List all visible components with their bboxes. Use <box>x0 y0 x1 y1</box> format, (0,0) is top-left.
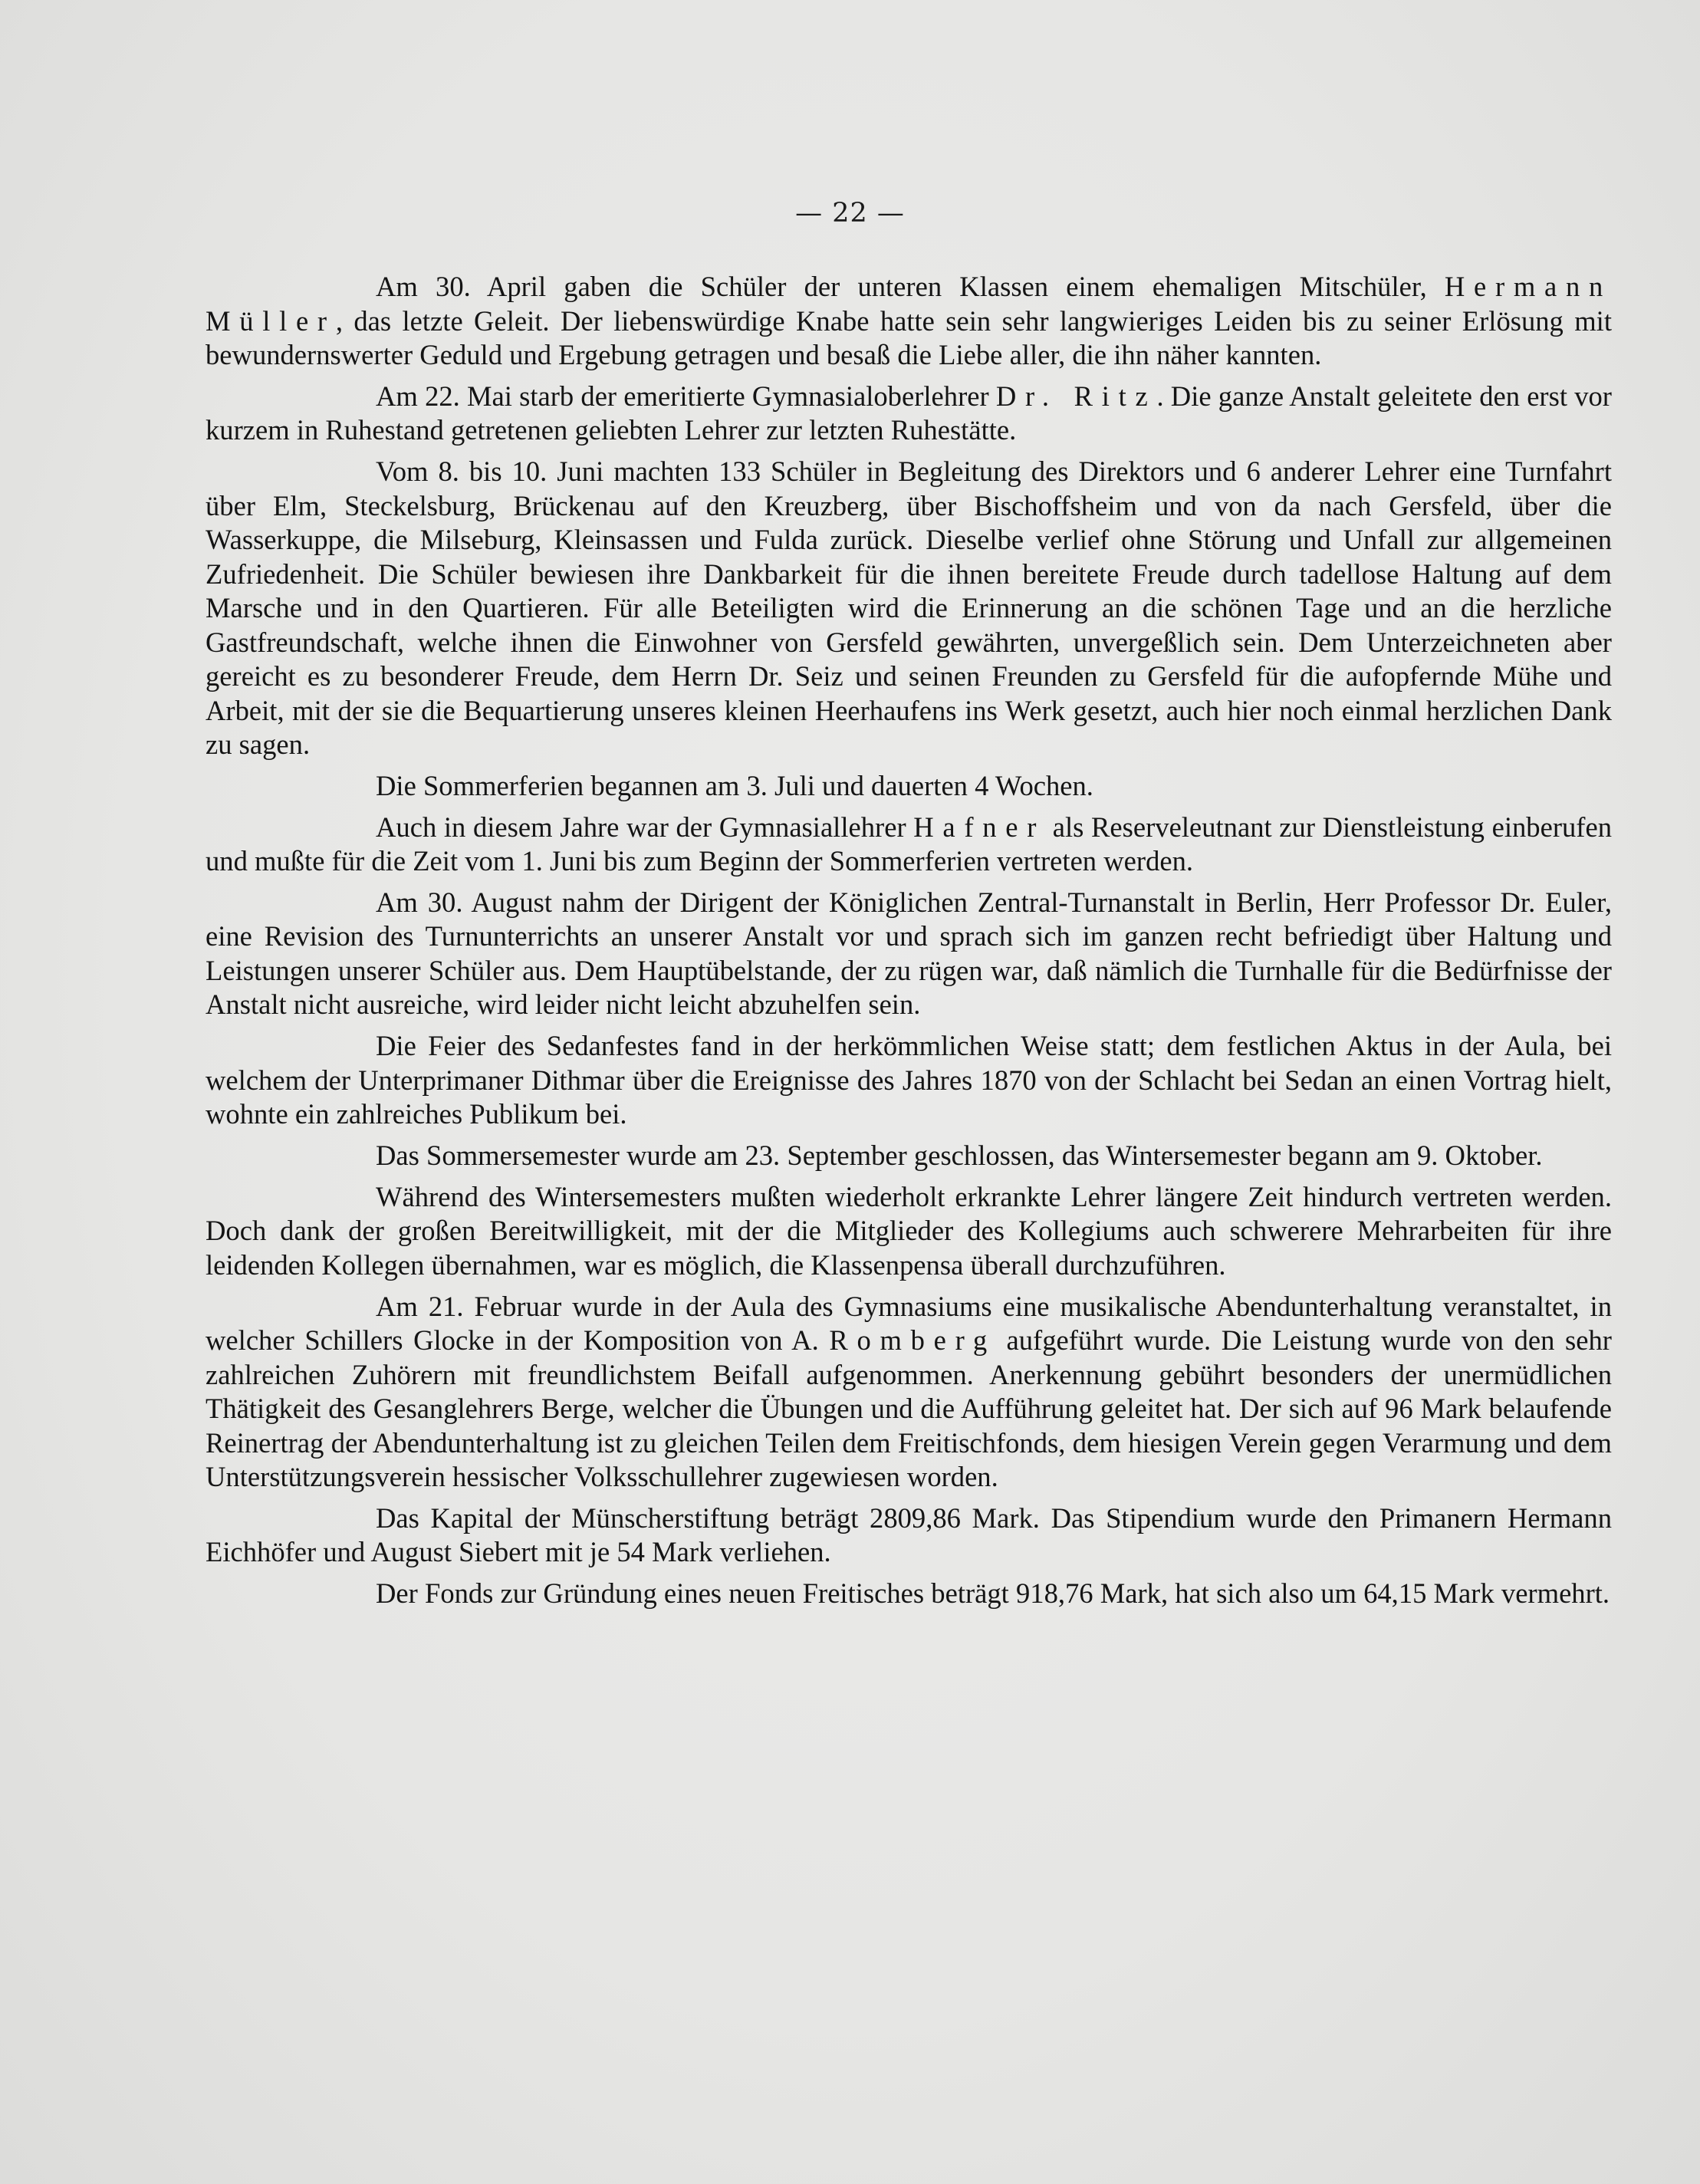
text-run: , das letzte Geleit. Der liebenswürdige Knabe hatte sein sehr langwieriges Leiden bis zu seiner Erlösung mit bewundernswerter Geduld und Ergebung getragen und besaß die Liebe aller, die ihn näher kannten. <box>206 304 1612 370</box>
paragraph <box>206 811 1612 879</box>
text-run: Auch in diesem Jahre war der Gymnasiallehrer <box>376 811 914 843</box>
body-text <box>206 270 1612 1611</box>
text-run: Die Sommerferien begannen am 3. Juli und dauerten 4 Wochen. <box>376 769 1093 801</box>
paragraph <box>206 1502 1612 1570</box>
text-run: Am 22. Mai starb der emeritierte Gymnasialoberlehrer <box>376 380 996 412</box>
paragraph <box>206 886 1612 1022</box>
paragraph <box>206 1577 1612 1611</box>
text-run: Die Feier des Sedanfestes fand in der herkömmlichen Weise statt; dem festlichen Aktus in der Aula, bei welchem der Unterprimaner Dithmar über die Ereignisse des Jahres 1870 von der Schlacht bei Sedan an einen Vortrag hielt, wohnte ein zahlreiches Publikum bei. <box>206 1030 1612 1130</box>
spaced-name: Romberg <box>829 1324 996 1357</box>
text-run: Der Fonds zur Gründung eines neuen Freitisches beträgt 918,76 Mark, hat sich also um 64,15 Mark vermehrt. <box>376 1577 1610 1610</box>
text-run: Vom 8. bis 10. Juni machten 133 Schüler in Begleitung des Direktors und 6 anderer Lehrer eine Turnfahrt über Elm, Steckelsburg, Brückenau auf den Kreuzberg, über Bischoffsheim und von da nach Gersfeld, über die Wasserkuppe, die Milseburg, Kleinsassen und Fulda zurück. Dieselbe verlief ohne Störung und Unfall zur allgemeinen Zufriedenheit. Die Schüler bewiesen ihre Dankbarkeit für die ihnen bereitete Freude durch tadellose Haltung auf dem Marsche und in den Quartieren. Für alle Beteiligten wird die Erinnerung an die schönen Tage und an die herzliche Gastfreundschaft, welche ihnen die Einwohner von Gersfeld gewährten, unvergeßlich sein. Dem Unterzeichneten aber gereicht es zu besonderer Freude, dem Herrn Dr. Seiz und seinen Freunden zu Gersfeld für die aufopfernde Mühe und Arbeit, mit der sie die Bequartierung unseres kleinen Heerhaufens ins Werk gesetzt, auch hier noch einmal herzlichen Dank zu sagen. <box>206 456 1612 761</box>
paragraph <box>206 1139 1612 1173</box>
paragraph <box>206 1180 1612 1283</box>
paragraph <box>206 1290 1612 1495</box>
spaced-name: Hafner <box>913 811 1046 843</box>
text-run: Während des Wintersemesters mußten wiederholt erkrankte Lehrer längere Zeit hindurch vertreten werden. Doch dank der großen Bereitwilligkeit, mit der die Mitglieder des Kollegiums auch schwerere Mehrarbeiten für ihre leidenden Kollegen übernahmen, war es möglich, die Klassenpensa überall durchzuführen. <box>206 1180 1612 1281</box>
text-run: . Die ganze Anstalt geleitete den erst vor kurzem in Ruhestand getretenen geliebten Lehrer zur letzten Ruhestätte. <box>206 380 1612 446</box>
text-run: Am 30. April gaben die Schüler der unteren Klassen einem ehemaligen Mitschüler, <box>376 271 1445 302</box>
paragraph <box>206 270 1612 373</box>
text-run: Das Kapital der Münscherstiftung beträgt 2809,86 Mark. Das Stipendium wurde den Primanern Hermann Eichhöfer und August Siebert mit je 54 Mark verliehen. <box>206 1502 1612 1568</box>
paragraph <box>206 455 1612 762</box>
text-run: aufgeführt wurde. Die Leistung wurde von den sehr zahlreichen Zuhörern mit freundlichstem Beifall aufgenommen. Anerkennung gebührt besonders der unermüdlichen Thätigkeit des Gesanglehrers Berge, welcher die Übungen und die Aufführung geleitet hat. Der sich auf 96 Mark belaufende Reinertrag der Abendunterhaltung ist zu gleichen Teilen dem Freitischfonds, dem hiesigen Verein gegen Verarmung und dem Unterstützungsverein hessischer Volksschullehrer zugewiesen worden. <box>206 1324 1612 1493</box>
spaced-name: Dr. Ritz <box>995 380 1157 412</box>
spaced-name: Hermann Müller <box>206 271 1612 337</box>
text-run: als Reserveleutnant zur Dienstleistung einberufen und mußte für die Zeit vom 1. Juni bis zum Beginn der Sommerferien vertreten werden. <box>206 811 1612 877</box>
paragraph <box>206 380 1612 448</box>
text-run: Am 30. August nahm der Dirigent der Königlichen Zentral-Turnanstalt in Berlin, Herr Professor Dr. Euler, eine Revision des Turnunterrichts an unserer Anstalt vor und sprach sich im ganzen recht befriedigt über Haltung und Leistungen unserer Schüler aus. Dem Hauptübelstande, der zu rügen war, daß nämlich die Turnhalle für die Bedürfnisse der Anstalt nicht ausreiche, wird leider nicht leicht abzuhelfen sein. <box>206 886 1612 1021</box>
paragraph <box>206 1029 1612 1132</box>
paragraph <box>206 769 1612 804</box>
text-run: Am 21. Februar wurde in der Aula des Gymnasiums eine musikalische Abendunterhaltung veranstaltet, in welcher Schillers Glocke in der Komposition von A. <box>206 1290 1612 1357</box>
text-run: Das Sommersemester wurde am 23. September geschlossen, das Wintersemester begann am 9. Oktober. <box>376 1140 1543 1172</box>
page-number: — 22 — <box>795 198 905 229</box>
